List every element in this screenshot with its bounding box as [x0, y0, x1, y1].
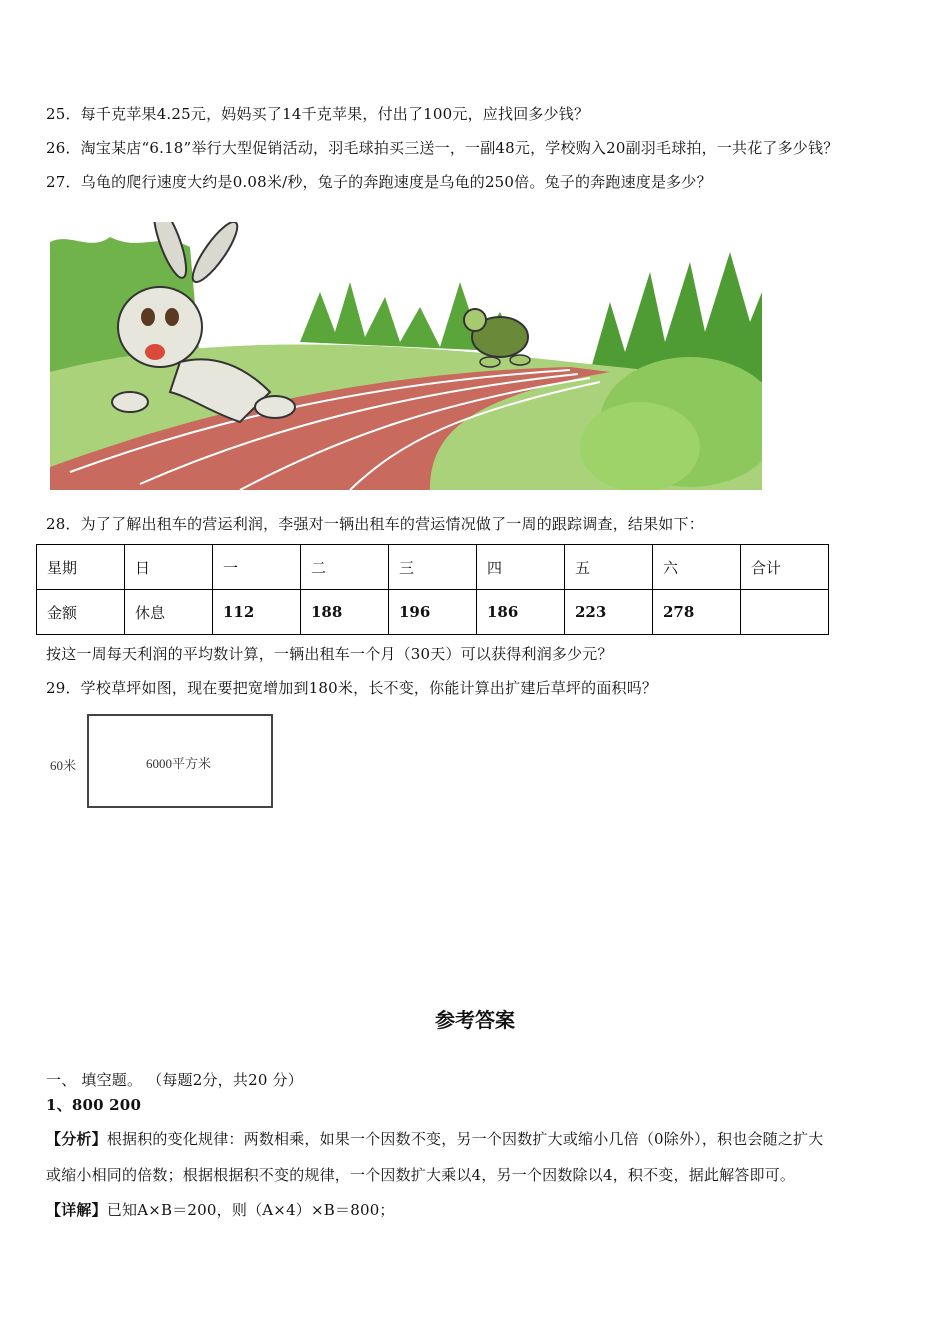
table-cell: 休息: [125, 590, 213, 635]
table-cell: 合计: [741, 545, 829, 590]
table-header-row: [37, 545, 829, 590]
lawn-width-label: 60米: [50, 758, 77, 773]
table-row: [37, 590, 829, 635]
table-cell: 112: [213, 590, 301, 635]
table-cell: [741, 590, 829, 635]
table-cell: 278: [653, 590, 741, 635]
question-28-followup: 按这一周每天利润的平均数计算，一辆出租车一个月（30天）可以获得利润多少元？: [46, 645, 613, 663]
table-cell: 二: [301, 545, 389, 590]
lawn-diagram: [46, 710, 286, 814]
taxi-profit-table: [36, 544, 829, 635]
table-cell: 六: [653, 545, 741, 590]
question-27: 27．乌龟的爬行速度大约是0.08米/秒，兔子的奔跑速度是乌龟的250倍。兔子的奔跑速度是多少？: [46, 173, 712, 191]
table-cell: 日: [125, 545, 213, 590]
analysis-line-1: [46, 1128, 823, 1149]
table-cell: 三: [389, 545, 477, 590]
detail-tag: 【详解】: [46, 1201, 107, 1219]
answer-section-heading: 一、 填空题。 （每题2分，共20 分）: [46, 1071, 303, 1089]
answer-title: 参考答案: [435, 1008, 515, 1032]
table-cell: 186: [477, 590, 565, 635]
table-cell: 188: [301, 590, 389, 635]
analysis-tag: 【分析】: [46, 1130, 107, 1148]
question-26: 26．淘宝某店“6.18”举行大型促销活动，羽毛球拍买三送一，一副48元，学校购入20副羽毛球拍，一共花了多少钱？: [46, 139, 839, 157]
lawn-area-label: 6000平方米: [146, 756, 212, 771]
table-cell: 四: [477, 545, 565, 590]
question-25: 25．每千克苹果4.25元，妈妈买了14千克苹果，付出了100元，应找回多少钱？: [46, 105, 590, 123]
table-cell: 金额: [37, 590, 125, 635]
table-cell: 223: [565, 590, 653, 635]
question-28: 28．为了了解出租车的营运利润，李强对一辆出租车的营运情况做了一周的跟踪调查，结果如下：: [46, 515, 704, 533]
detail-text-1: 已知A×B＝200，则（A×4）×B＝800；: [106, 1201, 395, 1219]
answer-1: 1、800 200: [46, 1096, 142, 1114]
rabbit-tortoise-race-illustration: [50, 222, 762, 490]
table-cell: 一: [213, 545, 301, 590]
table-cell: 星期: [37, 545, 125, 590]
analysis-line-2: 或缩小相同的倍数；根据根据积不变的规律，一个因数扩大乘以4，另一个因数除以4，积不变，据此解答即可。: [46, 1166, 796, 1184]
table-cell: 五: [565, 545, 653, 590]
table-cell: 196: [389, 590, 477, 635]
analysis-text-1: 根据积的变化规律：两数相乘，如果一个因数不变，另一个因数扩大或缩小几倍（0除外），积也会随之扩大: [106, 1130, 824, 1148]
detail-line-1: [46, 1199, 395, 1220]
question-29: 29．学校草坪如图，现在要把宽增加到180米，长不变，你能计算出扩建后草坪的面积吗？: [46, 679, 658, 697]
